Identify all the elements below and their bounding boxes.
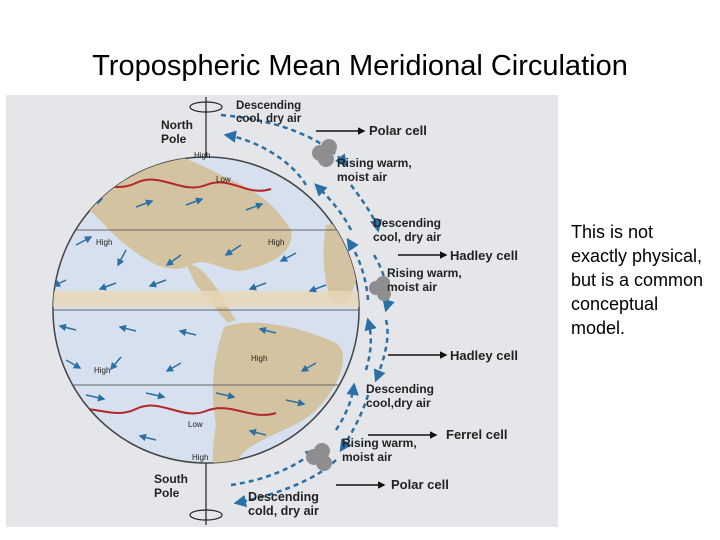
pressure-high-sp: High — [192, 453, 209, 462]
explanatory-note: This is not exactly physical, but is a common conceptual model. — [571, 222, 704, 338]
pressure-low-north: Low — [216, 175, 231, 184]
south-rising-line1: Rising warm, — [342, 436, 417, 450]
pressure-high-np: High — [194, 151, 211, 160]
top-descending-line1: Descending — [236, 100, 302, 112]
circulation-diagram — [6, 95, 558, 527]
bottom-descending-line2: cold, dry air — [248, 504, 319, 518]
south-rising-line2: moist air — [342, 450, 393, 464]
north-pole-label-line1: North — [161, 118, 193, 132]
south-pole-label-line2: Pole — [154, 486, 180, 500]
pressure-high-south-left: High — [94, 366, 111, 375]
slide-title: Tropospheric Mean Meridional Circulation — [92, 50, 628, 82]
north-rising-line2: moist air — [337, 170, 388, 184]
north-polar-cell-label: Polar cell — [369, 123, 427, 138]
cloud-icon — [306, 443, 332, 471]
pressure-high-north-left: High — [96, 238, 113, 247]
south-ferrel-cell-label: Ferrel cell — [446, 427, 508, 442]
pressure-high-north-right: High — [268, 238, 285, 247]
north-hadley-cell-label: Hadley cell — [450, 248, 518, 263]
south-pole-label-line1: South — [154, 472, 188, 486]
south-america-landmass — [213, 323, 343, 507]
pressure-low-south: Low — [188, 420, 203, 429]
equatorial-band — [46, 291, 376, 307]
north-descending-line1: Descending — [373, 216, 442, 230]
north-pole-label-line2: Pole — [161, 132, 187, 146]
cloud-icon — [312, 139, 337, 167]
south-descending-line2: cool,dry air — [366, 396, 431, 410]
top-descending-line2: cool, dry air — [236, 113, 302, 125]
south-descending-line1: Descending — [366, 382, 435, 396]
south-hadley-cell-label: Hadley cell — [450, 348, 518, 363]
south-polar-cell-label: Polar cell — [391, 477, 449, 492]
equator-rising-line2: moist air — [387, 280, 438, 294]
north-rising-line1: Rising warm, — [337, 156, 412, 170]
pressure-high-south-center: High — [251, 354, 268, 363]
equator-rising-line1: Rising warm, — [387, 266, 462, 280]
north-descending-line2: cool, dry air — [373, 230, 442, 244]
bottom-descending-line1: Descending — [248, 490, 319, 504]
